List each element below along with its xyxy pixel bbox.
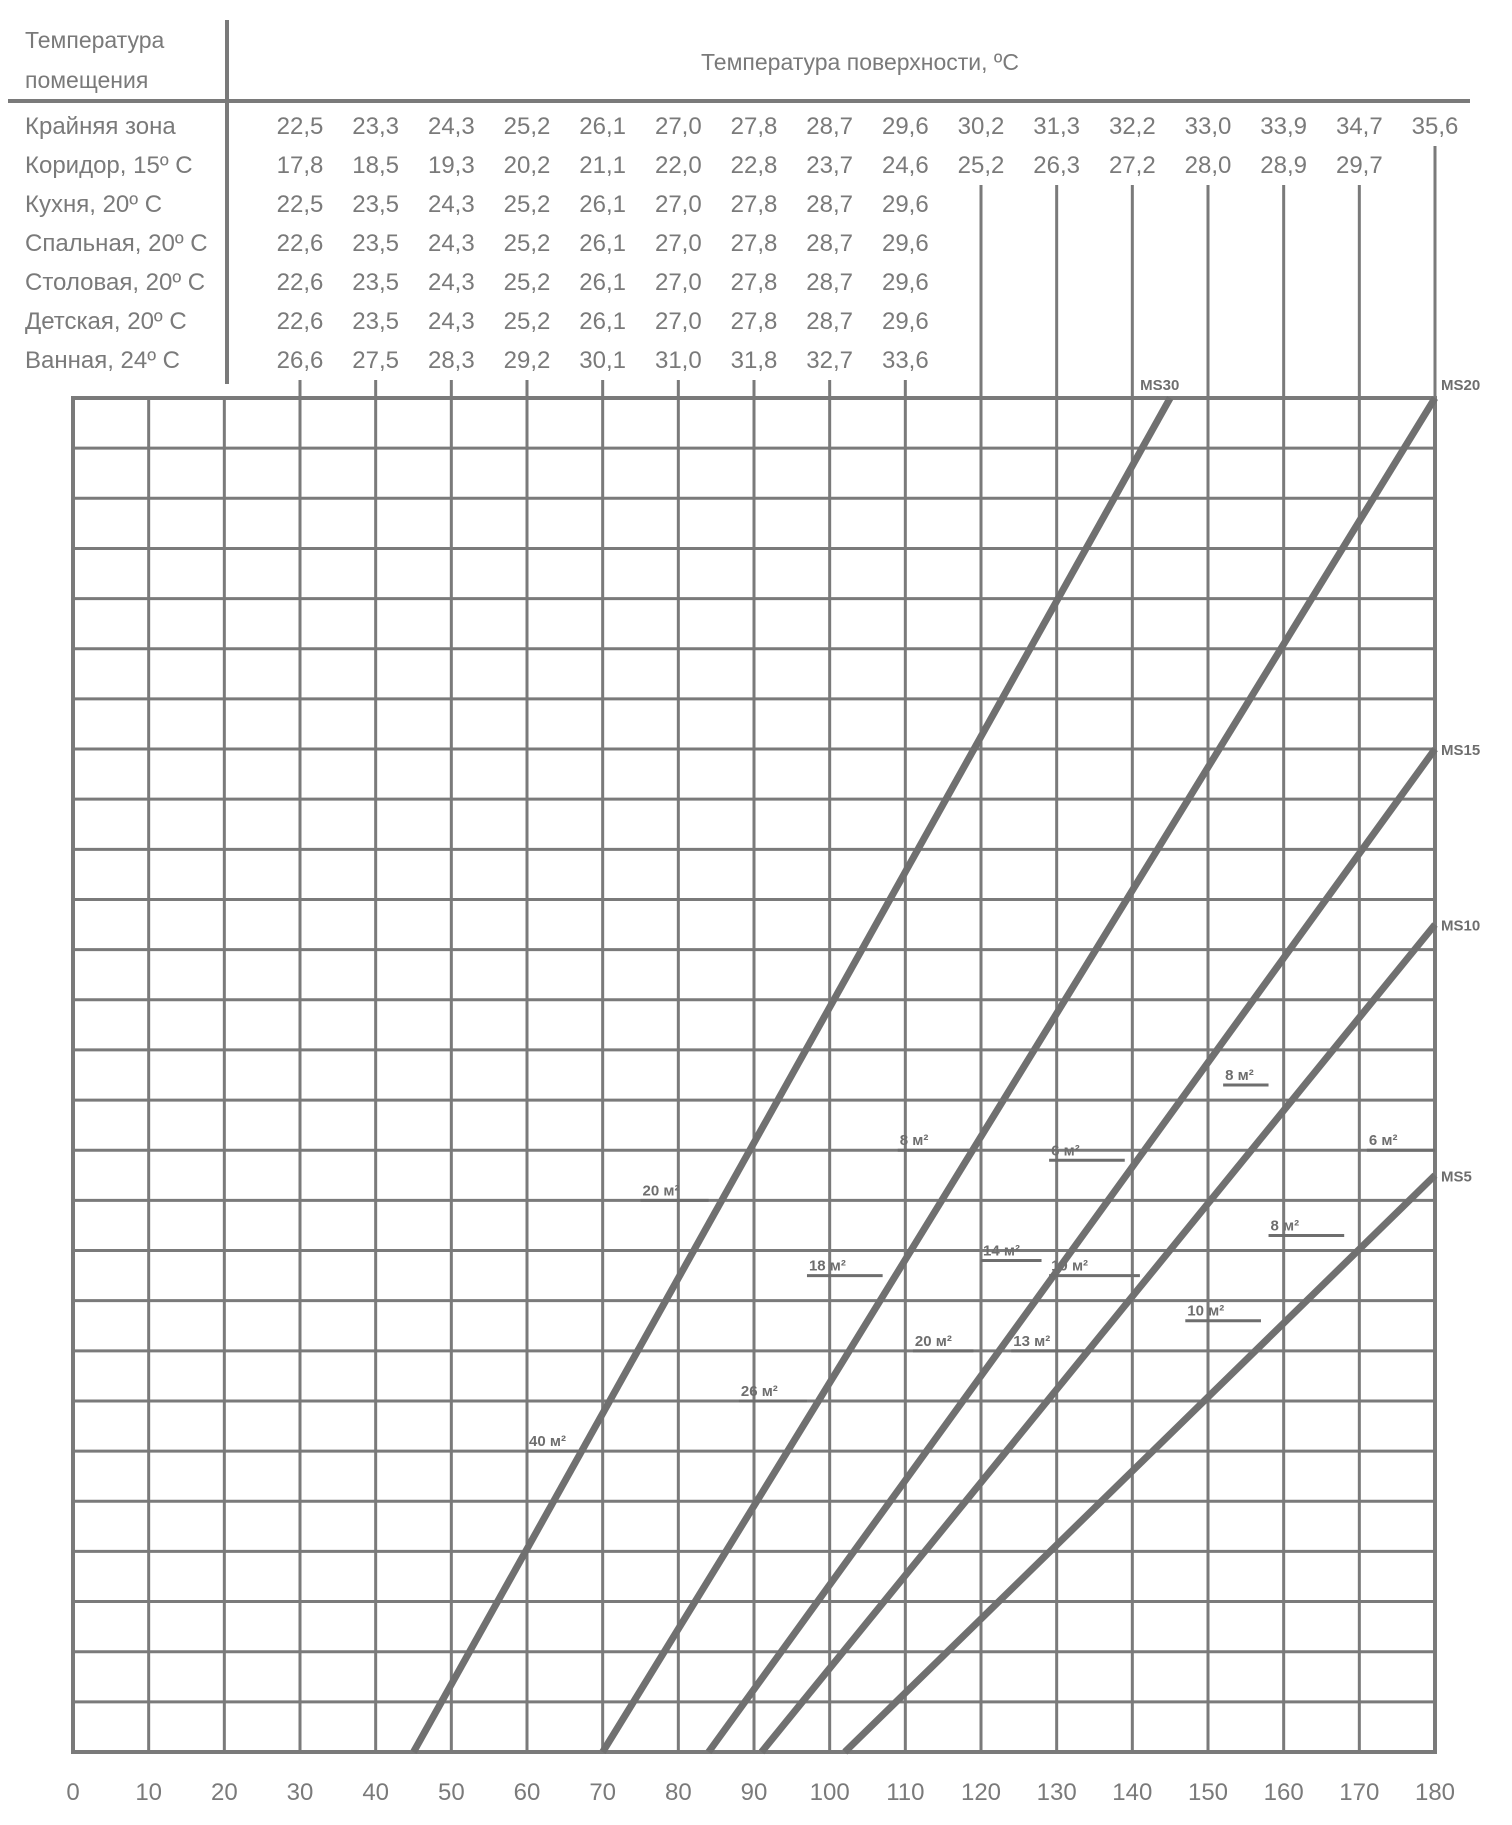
table-cell: 31,0	[654, 347, 702, 374]
x-tick-label: 80	[664, 1779, 692, 1806]
area-mark-label: 18 м²	[808, 1257, 846, 1275]
table-cell: 23,5	[352, 269, 400, 296]
table-cell: 33,9	[1260, 113, 1308, 140]
room-temp-label-line1: Температура	[25, 27, 165, 53]
table-cell: 22,6	[276, 269, 324, 296]
table-cell: 27,8	[730, 113, 778, 140]
table-cell: 27,2	[1108, 152, 1156, 179]
table-cell: 27,5	[352, 347, 400, 374]
table-cell: 24,3	[427, 191, 475, 218]
table-cell: 26,1	[579, 113, 627, 140]
x-tick-label: 130	[1036, 1779, 1077, 1806]
area-mark-label: 10 м²	[1051, 1257, 1089, 1275]
area-mark-label: 14 м²	[983, 1242, 1020, 1260]
table-cell: 28,7	[806, 191, 854, 218]
area-mark-label: 8 м²	[899, 1132, 929, 1150]
table-cell: 32,2	[1108, 113, 1156, 140]
table-row-label: Крайняя зона	[25, 113, 176, 140]
area-mark-label: 20 м²	[642, 1182, 680, 1200]
table-cell: 27,0	[654, 113, 702, 140]
table-cell: 25,2	[503, 113, 551, 140]
table-cell: 24,3	[427, 113, 475, 140]
table-cell: 29,2	[503, 347, 551, 374]
chart-series	[414, 377, 1481, 1752]
area-mark-label: 8 м²	[1225, 1067, 1254, 1085]
table-cell: 24,6	[881, 152, 929, 179]
surface-temp-label: Температура поверхности, ºC	[701, 49, 1019, 75]
area-mark-label: 6 м²	[1051, 1142, 1080, 1160]
table-cell: 28,0	[1184, 152, 1232, 179]
area-mark-label: 26 м²	[740, 1382, 778, 1400]
x-tick-label: 40	[362, 1779, 390, 1806]
table-row-label: Спальная, 20º C	[25, 230, 208, 257]
table-cell: 25,2	[503, 269, 551, 296]
series-label: MS30	[1140, 377, 1180, 394]
x-tick-label: 110	[886, 1779, 925, 1806]
table-cell: 17,8	[276, 152, 324, 179]
table-cell: 27,8	[730, 269, 778, 296]
x-axis-ticks	[66, 1779, 1455, 1806]
table-cell: 18,5	[352, 152, 400, 179]
table-cell: 25,2	[957, 152, 1005, 179]
table-cell: 26,3	[1033, 152, 1081, 179]
x-tick-label: 100	[809, 1779, 850, 1806]
table-cell: 29,6	[881, 269, 929, 296]
table-cell: 34,7	[1335, 113, 1383, 140]
x-tick-label: 180	[1414, 1779, 1456, 1806]
table-cell: 29,6	[881, 230, 929, 257]
table-cell: 22,0	[654, 152, 702, 179]
table-cell: 22,8	[730, 152, 778, 179]
table-cell: 33,6	[881, 347, 929, 374]
table-cell: 31,3	[1033, 113, 1081, 140]
x-tick-label: 30	[286, 1779, 314, 1806]
x-tick-label: 140	[1112, 1779, 1153, 1806]
table-cell: 29,6	[881, 308, 929, 335]
room-temp-label-line2: помещения	[25, 67, 149, 93]
table-cell: 23,5	[352, 230, 400, 257]
series-label: MS10	[1441, 917, 1481, 935]
x-tick-label: 90	[740, 1779, 768, 1806]
table-cell: 35,6	[1411, 113, 1459, 140]
table-cell: 20,2	[503, 152, 551, 179]
x-tick-label: 50	[437, 1779, 465, 1806]
table-cell: 24,3	[427, 269, 475, 296]
area-mark-label: 40 м²	[529, 1433, 566, 1451]
table-row-label: Детская, 20º C	[25, 308, 187, 335]
table-cell: 26,1	[579, 308, 627, 335]
x-tick-label: 60	[513, 1779, 541, 1806]
table-cell: 27,0	[654, 191, 702, 218]
table-cell: 23,5	[352, 191, 400, 218]
series-label: MS20	[1441, 377, 1481, 394]
table-cell: 25,2	[503, 308, 551, 335]
table-cell: 29,6	[881, 113, 929, 140]
x-tick-label: 0	[66, 1779, 80, 1806]
table-cell: 23,3	[352, 113, 400, 140]
table-row-label: Коридор, 15º C	[25, 152, 193, 179]
table-cell: 31,8	[730, 347, 778, 374]
x-tick-label: 20	[210, 1779, 238, 1806]
table-cell: 25,2	[503, 191, 551, 218]
area-mark-label: 10 м²	[1187, 1302, 1225, 1320]
table-cell: 21,1	[579, 152, 627, 179]
table-row-label: Столовая, 20º C	[25, 269, 206, 296]
table-cell: 27,8	[730, 230, 778, 257]
table-cell: 29,6	[881, 191, 929, 218]
table-cell: 22,6	[276, 230, 324, 257]
series-label: MS15	[1441, 742, 1481, 760]
table-cell: 28,9	[1260, 152, 1308, 179]
table-cell: 22,5	[276, 191, 324, 218]
table-cell: 32,7	[806, 347, 854, 374]
table-cell: 28,7	[806, 230, 854, 257]
table-cell: 26,6	[276, 347, 324, 374]
area-mark-label: 13 м²	[1013, 1332, 1051, 1350]
table-cell: 23,7	[806, 152, 854, 179]
x-tick-label: 160	[1263, 1779, 1304, 1806]
table-cell: 26,1	[579, 230, 627, 257]
table-cell: 28,3	[427, 347, 475, 374]
table-cell: 28,7	[806, 269, 854, 296]
table-cell: 26,1	[579, 269, 627, 296]
area-mark-label: 8 м²	[1270, 1217, 1300, 1235]
table-cell: 30,2	[957, 113, 1005, 140]
table-cell: 22,5	[276, 113, 324, 140]
table-cell: 29,7	[1335, 152, 1383, 179]
table-cell: 26,1	[579, 191, 627, 218]
table-cell: 28,7	[806, 113, 854, 140]
table-cell: 27,0	[654, 269, 702, 296]
series-label: MS5	[1441, 1168, 1472, 1186]
table-cell: 28,7	[806, 308, 854, 335]
temperature-table	[25, 113, 1458, 398]
table-cell: 19,3	[427, 152, 475, 179]
table-cell: 24,3	[427, 308, 475, 335]
table-cell: 24,3	[427, 230, 475, 257]
table-cell: 27,8	[730, 308, 778, 335]
area-mark-label: 6 м²	[1368, 1132, 1398, 1150]
table-cell: 27,0	[654, 230, 702, 257]
table-cell: 30,1	[579, 347, 627, 374]
x-tick-label: 10	[135, 1779, 163, 1806]
x-tick-label: 120	[960, 1779, 1002, 1806]
table-cell: 27,8	[730, 191, 778, 218]
table-cell: 25,2	[503, 230, 551, 257]
x-tick-label: 70	[589, 1779, 617, 1806]
table-row-label: Кухня, 20º C	[25, 191, 163, 218]
table-cell: 23,5	[352, 308, 400, 335]
area-mark-label: 20 м²	[914, 1332, 952, 1350]
table-cell: 33,0	[1184, 113, 1232, 140]
table-cell: 27,0	[654, 308, 702, 335]
table-row-label: Ванная, 24º C	[25, 347, 181, 374]
table-cell: 22,6	[276, 308, 324, 335]
series-line-ms5	[845, 1175, 1435, 1752]
x-tick-label: 170	[1339, 1779, 1380, 1806]
x-tick-label: 150	[1187, 1779, 1229, 1806]
